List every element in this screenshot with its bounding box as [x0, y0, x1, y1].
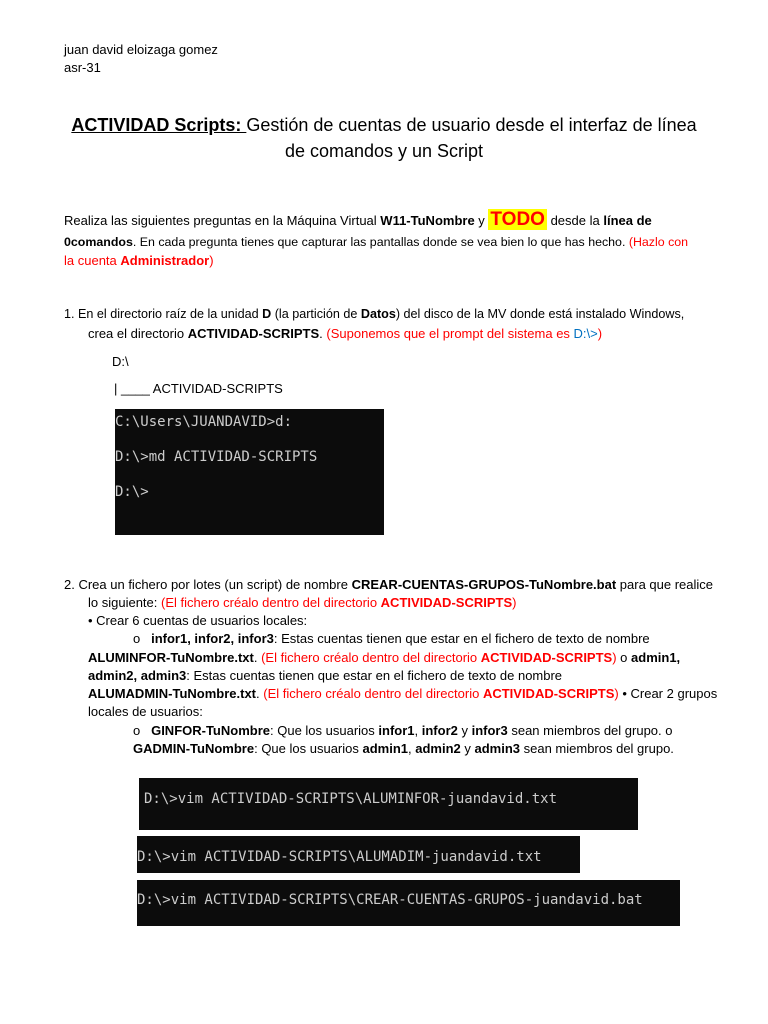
q2-text: o	[616, 650, 632, 665]
q2-text: 2. Crea un fichero por lotes (un script) de nombre	[64, 577, 352, 592]
q2-red: (El fichero créalo dentro del directorio	[263, 686, 483, 701]
vm-name: W11-TuNombre	[380, 213, 475, 228]
q2-text: o	[133, 723, 141, 738]
q2-line4	[133, 631, 650, 646]
q1-red: (Suponemos que el prompt del sistema es	[326, 326, 574, 341]
q2-text: ,	[414, 723, 422, 738]
q2-bold: infor1, infor2, infor3	[151, 631, 274, 646]
q2-text: para que realice	[616, 577, 714, 592]
q2-text: : Que los usuarios	[254, 741, 363, 756]
q1-line1	[64, 307, 684, 321]
q2-text: : Estas cuentas tienen que estar en el fichero de texto de nombre	[273, 631, 650, 646]
q2-red-bold: ACTIVIDAD-SCRIPTS	[482, 686, 615, 701]
q1-text: ) del disco de la MV donde está instalado Windows,	[395, 307, 685, 321]
todo-highlight: TODO	[490, 209, 545, 230]
intro-red: la cuenta	[64, 253, 121, 268]
q2-line2	[88, 595, 516, 610]
q2-text: lo siguiente:	[88, 595, 161, 610]
q2-bullet1: • Crear 6 cuentas de usuarios locales:	[88, 613, 308, 628]
q2-red: (El fichero créalo dentro del directorio	[161, 595, 381, 610]
title-prefix: ACTIVIDAD Scripts:	[71, 115, 247, 135]
q1-text: (la partición de	[271, 307, 361, 321]
q2-bold: admin3	[474, 741, 520, 756]
q2-bold: admin2	[415, 741, 461, 756]
q2-line7	[88, 686, 717, 701]
q1-text: .	[319, 326, 327, 341]
q2-text: sean miembros del grupo. o	[507, 723, 673, 738]
console-line: D:\>vim ACTIVIDAD-SCRIPTS\ALUMADIM-juandavid.txt	[137, 849, 542, 865]
console-line: C:\Users\JUANDAVID>d:	[115, 414, 293, 430]
q2-red: (El fichero créalo dentro del directorio	[261, 650, 481, 665]
author-name: juan david eloizaga gomez	[64, 42, 218, 57]
q2-red-bold: ACTIVIDAD-SCRIPTS	[480, 650, 613, 665]
intro-bold: 0comandos	[64, 235, 133, 249]
tree-child: | ____ ACTIVIDAD-SCRIPTS	[114, 381, 283, 396]
page-title	[0, 115, 768, 136]
console-line: D:\>vim ACTIVIDAD-SCRIPTS\CREAR-CUENTAS-GRUPOS-juandavid.bat	[137, 892, 643, 908]
q2-text: ,	[408, 741, 416, 756]
q2-text: .	[256, 686, 264, 701]
q2-line6	[88, 668, 562, 683]
group-label: asr-31	[64, 60, 101, 75]
q2-bold: infor1	[378, 723, 415, 738]
intro-bold: línea de	[603, 213, 652, 228]
intro-text: desde la	[546, 213, 604, 228]
q1-text: 1. En el directorio raíz de la unidad	[64, 307, 263, 321]
q2-line9	[133, 723, 673, 738]
intro-line3	[64, 253, 214, 268]
console-screenshot-crear-cuentas	[137, 880, 680, 926]
q2-line5	[88, 650, 680, 665]
q2-text: sean miembros del grupo.	[520, 741, 674, 756]
console-line: D:\>vim ACTIVIDAD-SCRIPTS\ALUMINFOR-juandavid.txt	[144, 791, 558, 807]
q2-red-bold: ACTIVIDAD-SCRIPTS	[380, 595, 513, 610]
q2-text: : Estas cuentas tienen que estar en el fichero de texto de nombre	[186, 668, 563, 683]
q2-text: o	[133, 631, 141, 646]
q2-bold: CREAR-CUENTAS-GRUPOS-TuNombre.bat	[351, 577, 617, 592]
q2-text: y	[457, 723, 472, 738]
title-line2: de comandos y un Script	[284, 141, 484, 161]
q2-line10	[133, 741, 674, 756]
q1-line2	[88, 326, 602, 341]
q2-bold: ALUMADMIN-TuNombre.txt	[88, 686, 257, 701]
tree-root: D:\	[112, 354, 129, 369]
q2-text: y	[460, 741, 475, 756]
q2-bold: admin1	[362, 741, 408, 756]
q2-bold: infor2	[421, 723, 458, 738]
q2-bold: GADMIN-TuNombre	[133, 741, 255, 756]
q2-red: )	[512, 595, 517, 610]
title-line1: Gestión de cuentas de usuario desde el interfaz de línea	[246, 115, 697, 135]
console-line: D:\>	[115, 484, 149, 500]
intro-text: . En cada pregunta tienes que capturar las pantallas donde se vea bien lo que has hecho.	[132, 235, 629, 249]
q1-bold: Datos	[360, 307, 396, 321]
intro-line2	[64, 235, 688, 249]
q2-text: .	[253, 650, 262, 665]
intro-line1	[64, 209, 652, 231]
q1-bold: D	[262, 307, 272, 321]
console-screenshot-aluminfor	[139, 778, 638, 830]
q2-text: : Que los usuarios	[270, 723, 379, 738]
q2-bold: ALUMINFOR-TuNombre.txt	[88, 650, 254, 665]
intro-text: Realiza las siguientes preguntas en la Máquina Virtual	[64, 213, 381, 228]
q2-bold: admin1,	[631, 650, 681, 665]
q2-line8: locales de usuarios:	[88, 704, 203, 719]
q1-prompt: D:\>	[573, 326, 598, 341]
intro-red: )	[209, 253, 214, 268]
intro-admin: Administrador	[120, 253, 210, 268]
intro-red: (Hazlo con	[628, 235, 689, 249]
console-screenshot-alumadmin	[137, 836, 580, 873]
console-screenshot-q1	[115, 409, 384, 535]
q2-text: • Crear 2 grupos	[618, 686, 718, 701]
q2-bold: admin2, admin3	[88, 668, 187, 683]
q2-line1	[64, 577, 713, 592]
console-line: D:\>md ACTIVIDAD-SCRIPTS	[115, 449, 318, 465]
q2-red: )	[614, 686, 619, 701]
q1-text: crea el directorio	[88, 326, 188, 341]
q2-bold: infor3	[471, 723, 508, 738]
q1-red: )	[597, 326, 603, 341]
q2-red: )	[612, 650, 617, 665]
intro-text: y	[474, 213, 489, 228]
q1-bold: ACTIVIDAD-SCRIPTS	[187, 326, 320, 341]
q2-bold: GINFOR-TuNombre	[151, 723, 270, 738]
